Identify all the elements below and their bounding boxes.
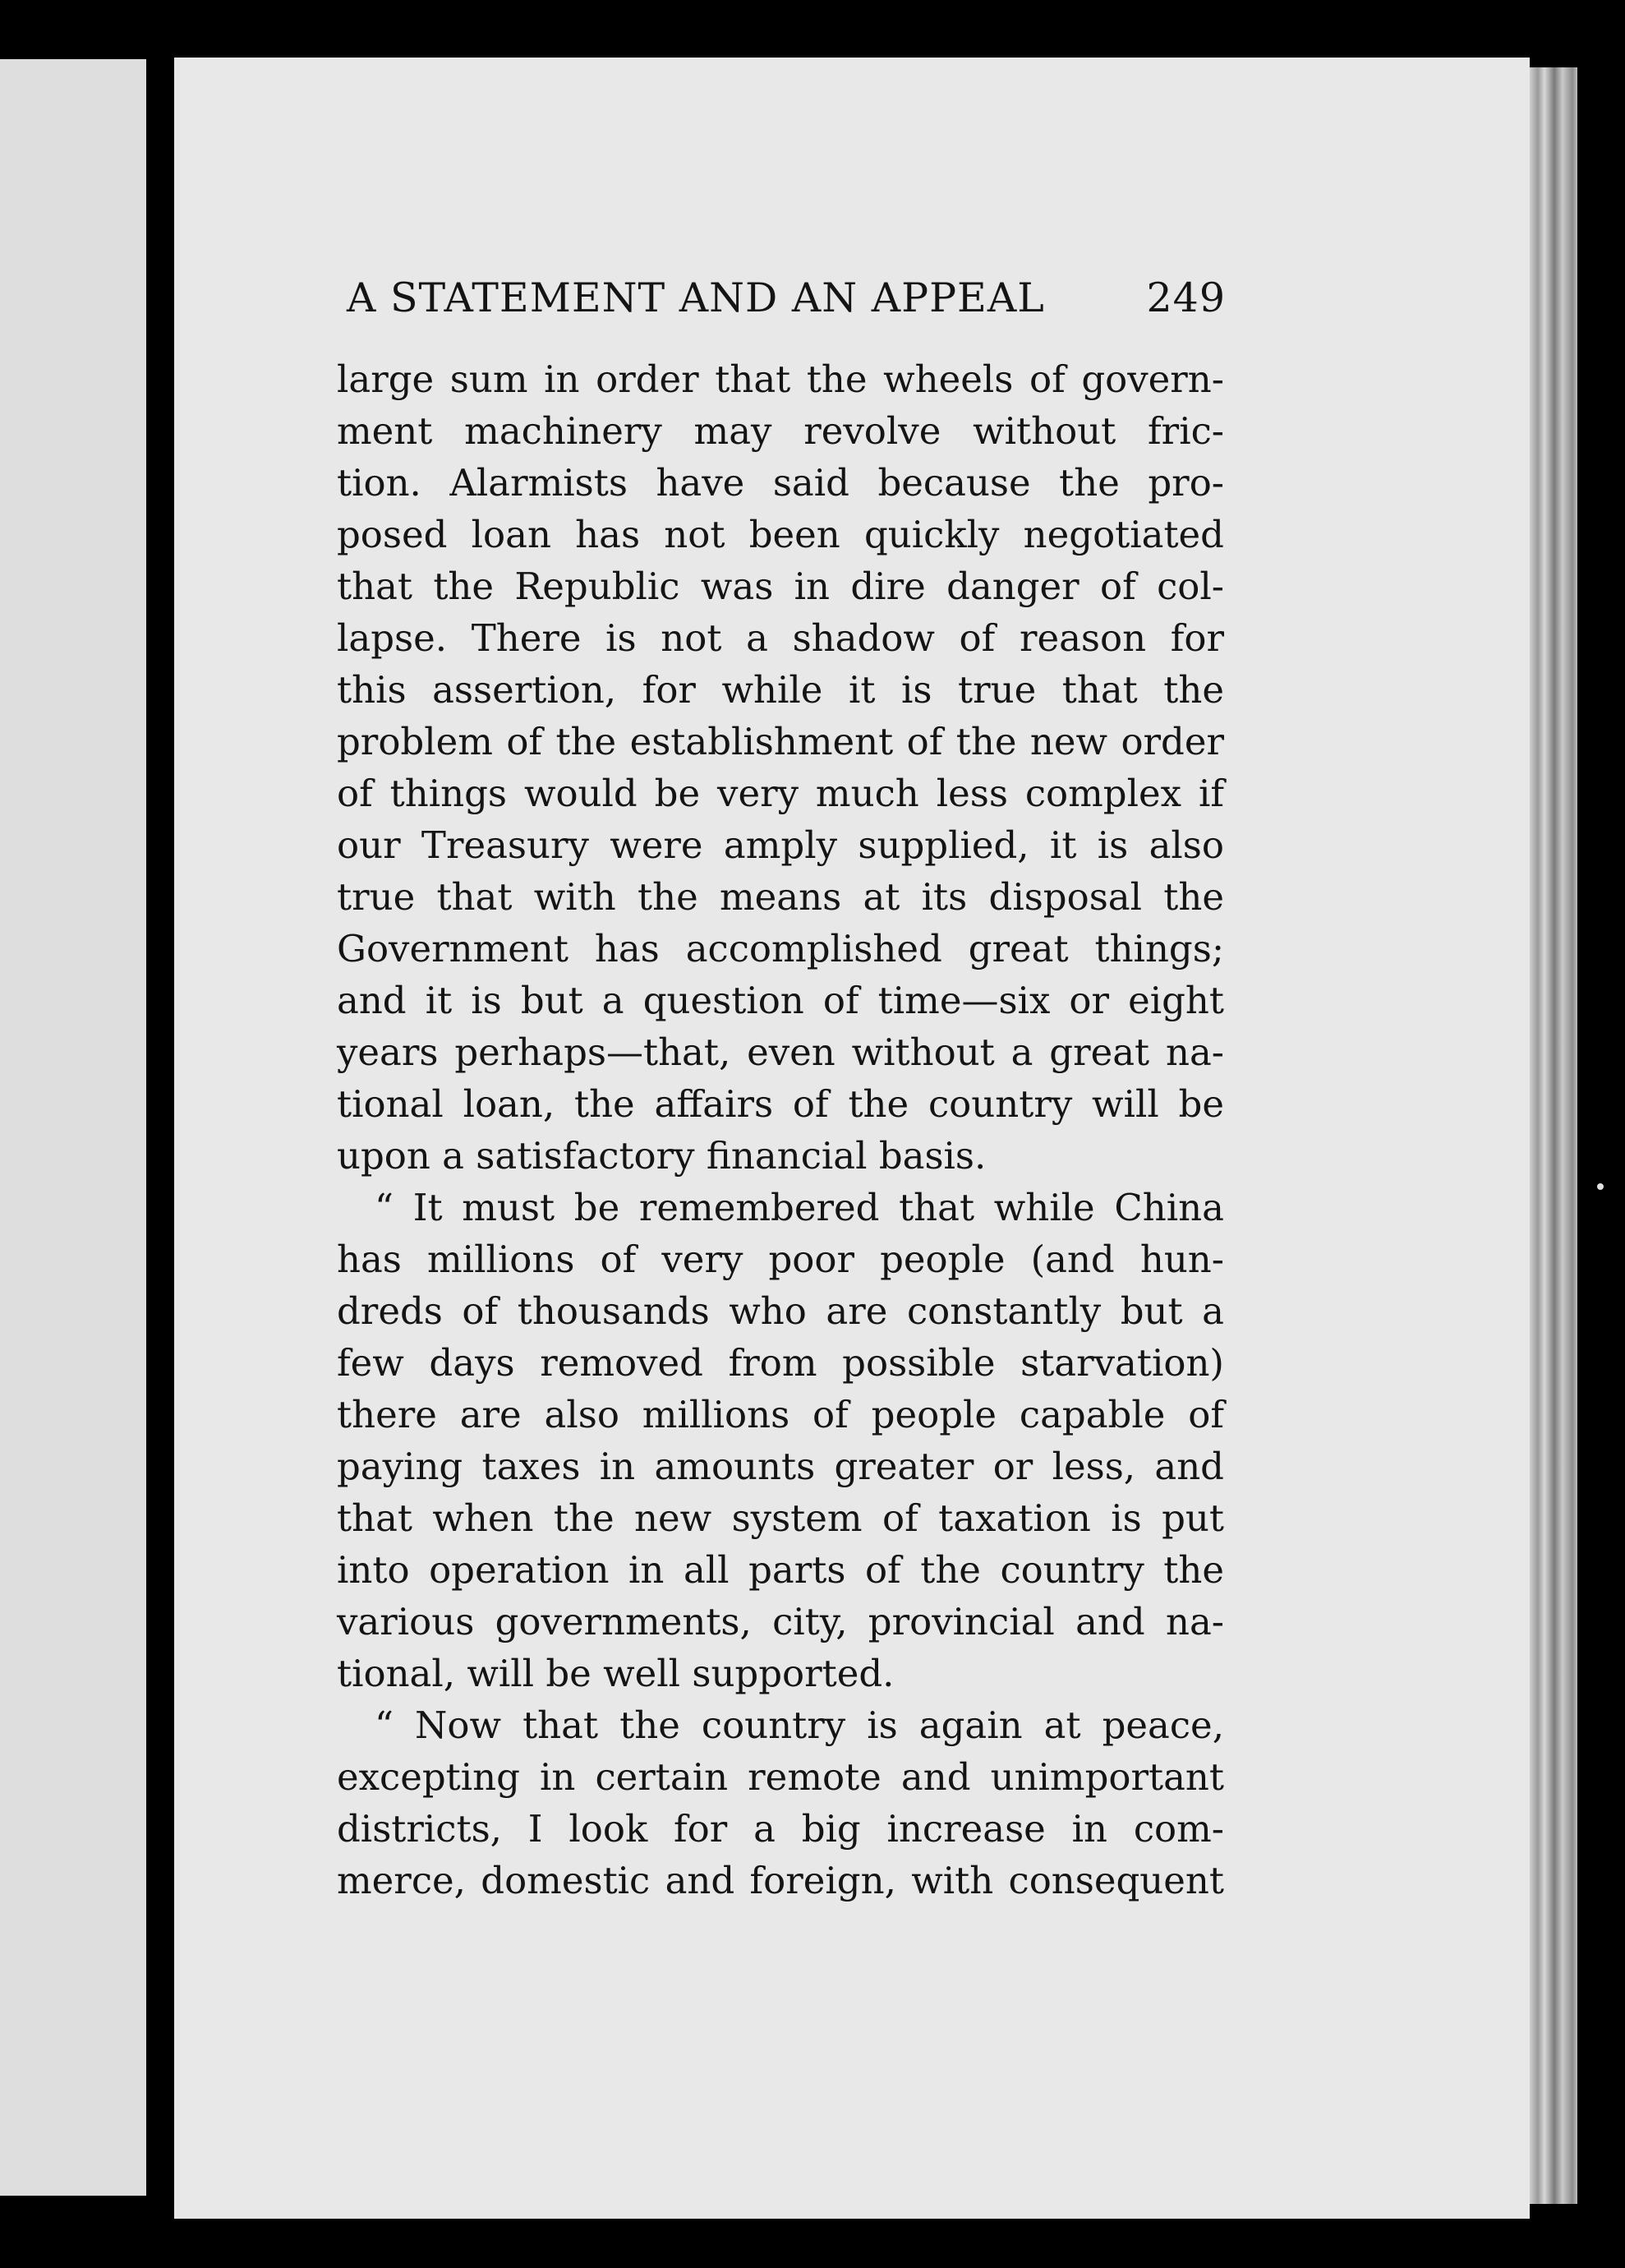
text-line: that the Republic was in dire danger of col- xyxy=(337,565,1224,608)
body-text xyxy=(337,353,1224,1906)
text-line: and it is but a question of time—six or eight xyxy=(337,979,1224,1022)
text-line: large sum in order that the wheels of govern- xyxy=(337,357,1224,401)
text-line: our Treasury were amply supplied, it is also xyxy=(337,823,1224,867)
text-line: lapse. There is not a shadow of reason for xyxy=(337,616,1224,660)
text-line: districts, I look for a big increase in com- xyxy=(337,1807,1224,1851)
text-line: posed loan has not been quickly negotiated xyxy=(337,513,1224,556)
text-line: excepting in certain remote and unimportant xyxy=(337,1755,1224,1799)
text-line: tional, will be well supported. xyxy=(337,1652,895,1695)
text-line: few days removed from possible starvation) xyxy=(337,1341,1224,1385)
text-line: there are also millions of people capable of xyxy=(337,1393,1224,1436)
text-line: of things would be very much less complex if xyxy=(337,772,1224,815)
text-line: Government has accomplished great things; xyxy=(337,927,1224,970)
running-title: A STATEMENT AND AN APPEAL xyxy=(347,274,1045,321)
page-number: 249 xyxy=(1146,274,1226,321)
text-line: tional loan, the affairs of the country will be xyxy=(337,1082,1224,1126)
text-line: tion. Alarmists have said because the pro- xyxy=(337,461,1224,505)
text-line: upon a satisfactory financial basis. xyxy=(337,1134,987,1178)
right-page-edges xyxy=(1530,67,1577,2204)
text-line: years perhaps—that, even without a great na- xyxy=(337,1030,1224,1074)
text-line: merce, domestic and foreign, with consequent xyxy=(337,1859,1224,1902)
text-line: various governments, city, provincial and na- xyxy=(337,1600,1224,1643)
text-line: into operation in all parts of the country the xyxy=(337,1548,1224,1592)
text-line: true that with the means at its disposal the xyxy=(337,875,1224,919)
text-line: dreds of thousands who are constantly but a xyxy=(337,1289,1224,1333)
page-speck xyxy=(1597,1183,1604,1190)
text-line: that when the new system of taxation is put xyxy=(337,1496,1224,1540)
text-line: ment machinery may revolve without fric- xyxy=(337,409,1224,453)
text-line: paying taxes in amounts greater or less, and xyxy=(337,1445,1224,1488)
text-line: “ It must be remembered that while China xyxy=(375,1186,1224,1229)
left-page-edge xyxy=(0,59,146,2196)
text-line: “ Now that the country is again at peace, xyxy=(375,1703,1224,1747)
text-line: has millions of very poor people (and hun- xyxy=(337,1238,1224,1281)
text-line: this assertion, for while it is true that the xyxy=(337,668,1224,712)
text-line: problem of the establishment of the new order xyxy=(337,720,1224,763)
running-header xyxy=(347,274,1226,324)
